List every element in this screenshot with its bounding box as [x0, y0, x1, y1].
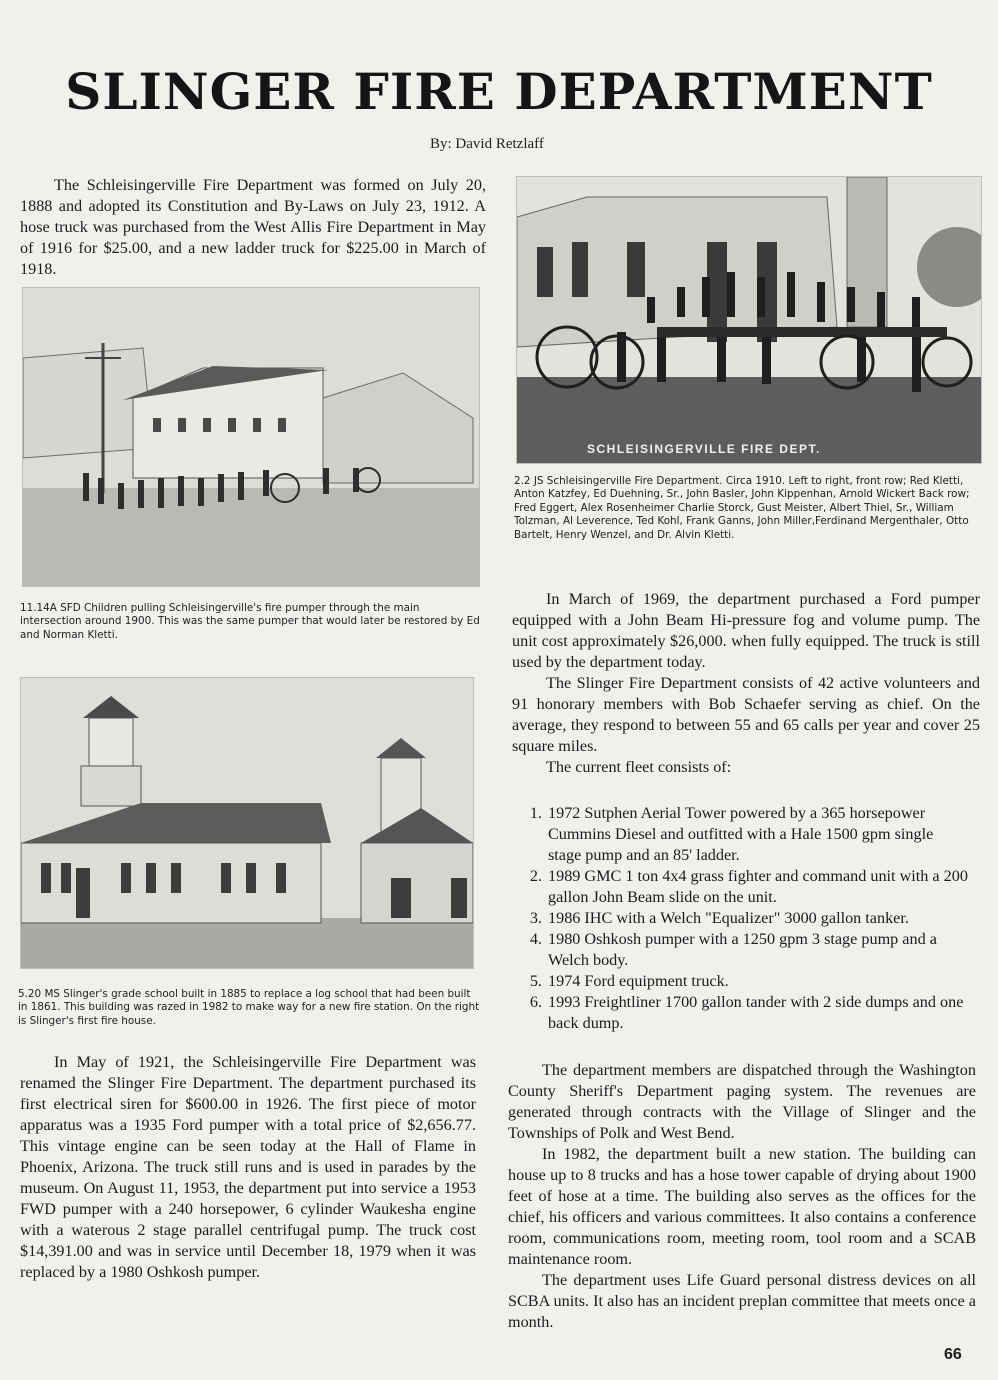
- fleet-item: 6. 1993 Freightliner 1700 gallon tander with 2 side dumps and one back dump.: [546, 992, 968, 1034]
- photo-children-pulling-pumper: [22, 287, 480, 587]
- byline: By: David Retzlaff: [430, 136, 544, 152]
- fleet-list-block: [490, 803, 968, 1034]
- paragraph-dispatch: The department members are dispatched through the Washington County Sheriff's Department paging system. The revenues are generated through contracts with the Village of Slinger and the Townships of Polk and West Bend.: [508, 1061, 976, 1142]
- right-column-bottom-text: [508, 1060, 976, 1333]
- fleet-item: 3. 1986 IHC with a Welch "Equalizer" 3000 gallon tanker.: [546, 908, 968, 929]
- intro-block: [20, 175, 486, 280]
- fleet-item: 5. 1974 Ford equipment truck.: [546, 971, 968, 992]
- caption-fire-department-1910: 2.2 JS Schleisingerville Fire Department. Circa 1910. Left to right, front row; Red Kletti, Anton Katzfey, Ed Duehning, Sr., John Basler, John Kippenhan, Arnold Wickert Back row; Fred Eggert, Alex Rosenheimer Charlie Storck, Gust Meister, Albert Thiel, Sr., William Tolzman, Al Leverence, Ted Kohl, Frank Ganns, John Miller,Ferdinand Mergenthaler, Otto Bartelt, Henry Wenzel, and Dr. Alvin Kletti.: [514, 475, 970, 541]
- intro-paragraph: The Schleisingerville Fire Department was formed on July 20, 1888 and adopted its Constitution and By-Laws on July 23, 1912. A hose truck was purchased from the West Allis Fire Department in May of 1916 for $25.00, and a new ladder truck for $225.00 in March of 1918.: [20, 176, 486, 278]
- fleet-item: 1. 1972 Sutphen Aerial Tower powered by a 365 horsepower Cummins Diesel and outfitted with a Hale 1500 gpm single stage pump and an 85' ladder.: [546, 803, 968, 866]
- street-scene-illustration: [23, 288, 479, 586]
- caption-school-block: [18, 988, 480, 1028]
- paragraph-1982: In 1982, the department built a new station. The building can house up to 8 trucks and has a hose tower capable of drying about 1900 feet of hose at a time. The building also serves as the offices for the chief, his officers and various committees. It also contains a conference room, communications room, meeting room, tool room and a SCAB maintenance room.: [508, 1145, 976, 1268]
- caption-department-block: [514, 475, 982, 542]
- page-number: 66: [944, 1346, 962, 1363]
- paragraph-1921: In May of 1921, the Schleisingerville Fire Department was renamed the Slinger Fire Department. The department purchased its first electrical siren for $600.00 in 1926. The first piece of motor apparatus was a 1935 Ford pumper with a total price of $2,656.77. This vintage engine can be seen today at the Hall of Flame in Phoenix, Arizona. The truck still runs and is used in parades by the museum. On August 11, 1953, the department put into service a 1953 FWD pumper with a 240 horsepower, 6 cylinder Waukesha engine with a waterous 2 stage parallel centrifugal pump. The truck cost $14,391.00 and was in service until December 18, 1979 when it was replaced by a 1980 Oshkosh pumper.: [20, 1053, 476, 1281]
- caption-children-pulling-pumper: 11.14A SFD Children pulling Schleisingerville's fire pumper through the main intersection around 1900. This was the same pumper that would later be restored by Ed and Norman Kletti.: [20, 602, 480, 641]
- paragraph-lifeguard: The department uses Life Guard personal distress devices on all SCBA units. It also has an incident preplan committee that meets once a month.: [508, 1271, 976, 1331]
- fleet-list: [490, 803, 968, 1034]
- fleet-item: 4. 1980 Oshkosh pumper with a 1250 gpm 3 stage pump and a Welch body.: [546, 929, 968, 971]
- paragraph-members: The Slinger Fire Department consists of 42 active volunteers and 91 honorary members with Bob Schaefer serving as chief. On the average, they respond to between 55 and 65 calls per year and cover 25 square miles.: [512, 674, 980, 755]
- fire-department-illustration: [517, 177, 981, 463]
- right-column-text: [512, 589, 980, 778]
- fleet-item: 2. 1989 GMC 1 ton 4x4 grass fighter and command unit with a 200 gallon John Beam slide on the unit.: [546, 866, 968, 908]
- caption-grade-school: 5.20 MS Slinger's grade school built in 1885 to replace a log school that had been built in 1861. This building was razed in 1982 to make way for a new fire station. On the right is Slinger's first fire house.: [18, 988, 480, 1027]
- history-1921-block: [20, 1052, 476, 1283]
- caption-children-block: [20, 602, 482, 642]
- photo-grade-school: [20, 677, 474, 969]
- paragraph-1969: In March of 1969, the department purchased a Ford pumper equipped with a John Beam Hi-pressure fog and volume pump. The unit cost approximately $26,000. when fully equipped. The truck is still used by the department today.: [512, 590, 980, 671]
- school-illustration: [21, 678, 473, 968]
- fleet-intro: The current fleet consists of:: [546, 758, 732, 776]
- page-title: SLINGER FIRE DEPARTMENT: [65, 62, 933, 121]
- photo-sign-text: SCHLEISINGERVILLE FIRE DEPT.: [587, 442, 821, 456]
- photo-fire-department-1910: [516, 176, 982, 464]
